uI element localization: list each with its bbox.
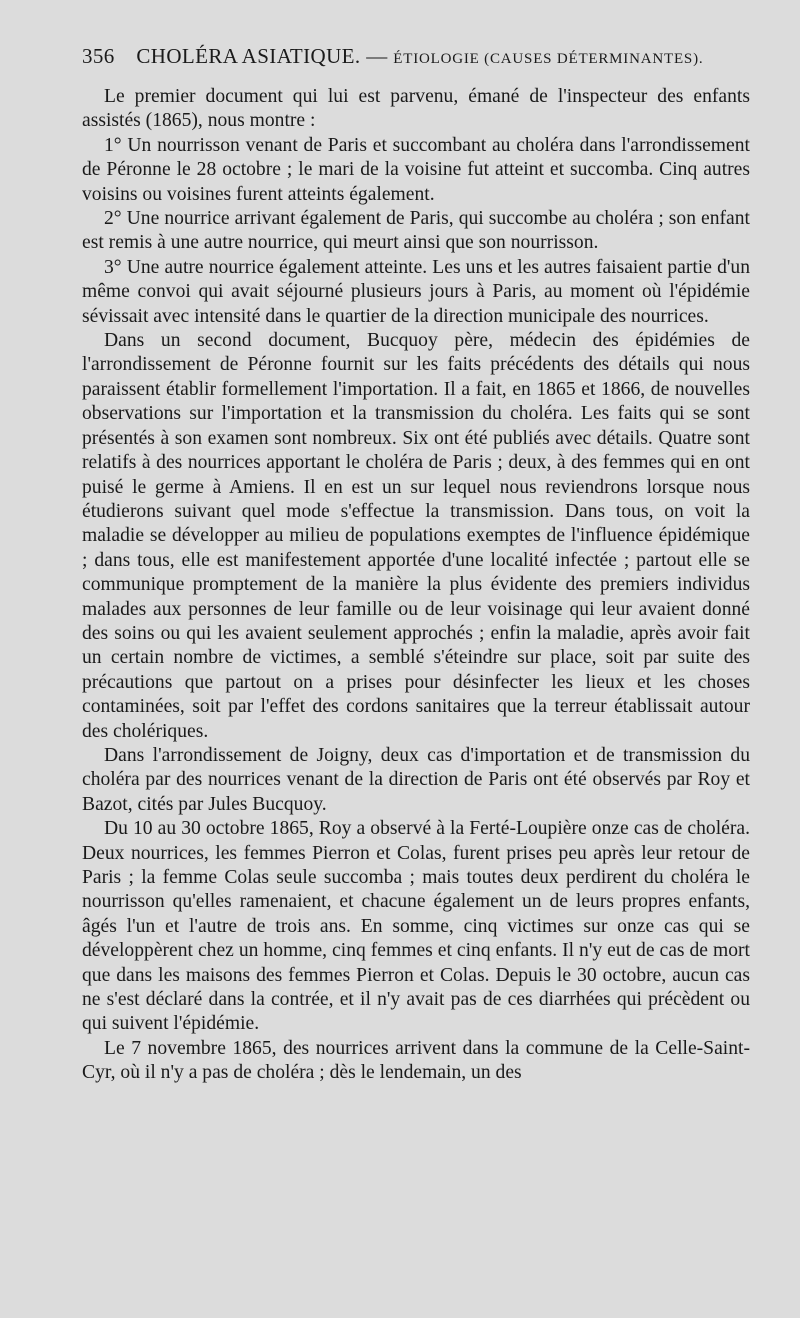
paragraph-joigny: Dans l'arrondissement de Joigny, deux cas d'importation et de transmission du choléra par des nourrices venant de la direction de Paris ont été observés par Roy et Bazot, cités par Jules Bucquoy.	[82, 744, 750, 815]
paragraph-intro: Le premier document qui lui est parvenu, émané de l'inspecteur des enfants assistés (1865), nous montre :	[82, 86, 750, 132]
paragraph-ferte-loupiere: Du 10 au 30 octobre 1865, Roy a observé à la Ferté-Loupière onze cas de choléra. Deux nourrices, les femmes Pierron et Colas, furent prises peu après leur retour de Paris ; la femme Colas seule succomba ; mais toutes deux perdirent du choléra le nourrisson qu'elles ramenaient, et chacune également un de leurs propres enfants, âgés l'un et l'autre de trois ans. En somme, cinq victimes sur onze cas qui se développèrent chez un homme, cinq femmes et cinq enfants. Il n'y eut de cas de mort que dans les maisons des femmes Pierron et Colas. Depuis le 30 octobre, aucun cas ne s'est déclaré dans la contrée, et il n'y avait pas de ces diarrhées qui précèdent ou qui suivent l'épidémie.	[82, 818, 750, 1035]
running-title: CHOLÉRA ASIATIQUE.	[136, 44, 361, 68]
paragraph-item-1: 1° Un nourrisson venant de Paris et succombant au choléra dans l'arrondissement de Péronne le 28 octobre ; le mari de la voisine fut atteint et succomba. Cinq autres voisins ou voisines furent atteints également.	[82, 134, 750, 205]
page-number: 356	[82, 44, 115, 68]
body-text	[82, 85, 750, 1086]
paragraph-second-document: Dans un second document, Bucquoy père, médecin des épidémies de l'arrondissement de Péronne fournit sur les faits précédents des détails qui nous paraissent établir formellement l'importation. Il a fait, en 1865 et 1866, de nouvelles observations sur l'importation et la transmission du choléra. Les faits qui se sont présentés à son examen sont nombreux. Six ont été publiés avec détails. Quatre sont relatifs à des nourrices apportant le choléra de Paris ; deux, à des femmes qui en ont puisé le germe à Amiens. Il en est un sur lequel nous reviendrons lorsque nous étudierons suivant quel mode s'effectue la transmission. Dans tous, on voit la maladie se développer au milieu de populations exemptes de l'influence épidémique ; dans tous, elle est manifestement apportée d'une localité infectée ; partout elle se communique promptement de la manière la plus évidente des premiers individus malades aux personnes de leur famille ou de leur voisinage qui leur avaient donné des soins ou qui les avaient seulement approchés ; enfin la maladie, après avoir fait un certain nombre de victimes, a semblé s'éteindre sur place, soit par suite des précautions que partout on a prises pour désinfecter les lieux et les choses contaminées, soit par l'effet des cordons sanitaires que la terreur établissait autour des cholériques.	[82, 330, 750, 742]
paragraph-item-2: 2° Une nourrice arrivant également de Paris, qui succombe au choléra ; son enfant est remis à une autre nourrice, qui meurt ainsi que son nourrisson.	[82, 208, 750, 254]
paragraph-celle-saint-cyr: Le 7 novembre 1865, des nourrices arrivent dans la commune de la Celle-Saint-Cyr, où il n'y a pas de choléra ; dès le lendemain, un des	[82, 1037, 750, 1084]
running-header	[82, 44, 762, 74]
paragraph-item-3: 3° Une autre nourrice également atteinte. Les uns et les autres faisaient partie d'un même convoi qui avait séjourné plusieurs jours à Paris, au moment où l'épidémie sévissait avec intensité dans le quartier de la direction municipale des nourrices.	[82, 256, 750, 327]
header-separator: —	[366, 44, 388, 68]
running-subtitle: ÉTIOLOGIE (CAUSES DÉTERMINANTES).	[393, 51, 704, 67]
